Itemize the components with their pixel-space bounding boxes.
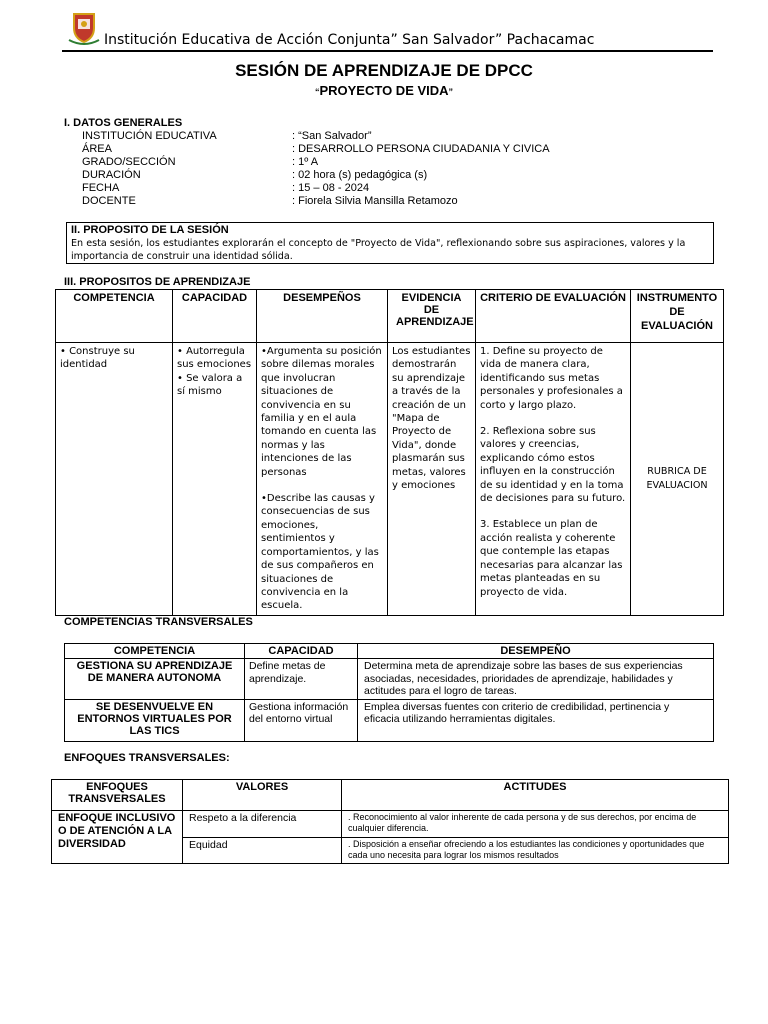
dg-label: ÁREA [82,143,112,155]
col-header: ENFOQUES TRANSVERSALES [52,780,183,811]
criterio-item: 3. Establece un plan de acción realista y coherente que contemple las etapas necesarias para alcanzar las metas planteadas en su proyecto de vida. [480,519,623,598]
col-header: CAPACIDAD [245,644,358,659]
proposito-text: En esta sesión, los estudiantes explorarán el concepto de "Proyecto de Vida", reflexionando sobre sus aspiraciones, valores y la importancia de construir una identidad sólida. [71,238,686,262]
valor-cell: Equidad [183,838,342,864]
competencias-transversales-heading: COMPETENCIAS TRANSVERSALES [64,616,253,628]
col-header: VALORES [183,780,342,811]
col-header: CAPACIDAD [173,290,257,343]
capacidad-cell: Gestiona información del entorno virtual [245,699,358,741]
dg-value: : 15 – 08 - 2024 [292,182,370,194]
dg-value: : 02 hora (s) pedagógica (s) [292,169,428,181]
dg-value: : “San Salvador” [292,130,372,142]
capacidad-item: • Autorregula sus emociones [177,346,252,371]
proposito-box [66,222,714,264]
col-header: ACTITUDES [342,780,729,811]
enfoques-heading: ENFOQUES TRANSVERSALES: [64,752,230,764]
desempeno-item: •Describe las causas y consecuencias de sus emociones, sentimientos y comportamientos, y las de sus compañeros en situaciones de convivencia en la escuela. [261,493,379,612]
valor-cell: Respeto a la diferencia [183,811,342,838]
competencia-cell: SE DESENVUELVE EN ENTORNOS VIRTUALES POR LAS TICS [65,699,245,741]
desempeno-cell: Determina meta de aprendizaje sobre las bases de sus experiencias asociadas, necesidades, prioridades de aprendizaje, habilidades y actitudes para el logro de tareas. [358,659,714,700]
competencia-cell: • Construye su identidad [56,343,173,616]
institution-header: Institución Educativa de Acción Conjunta” San Salvador” Pachacamac [104,32,595,48]
capacidad-cell [173,343,257,616]
competencias-transversales-table [64,643,714,742]
dg-value: : Fiorela Silvia Mansilla Retamozo [292,195,458,207]
actitud-cell: . Disposición a enseñar ofreciendo a los estudiantes las condiciones y oportunidades que cada uno necesita para lograr los mismos resultados [342,838,729,864]
dg-label: FECHA [82,182,120,194]
actitud-cell: . Reconocimiento al valor inherente de cada persona y de sus derechos, por encima de cualquier diferencia. [342,811,729,838]
datos-generales-heading: I. DATOS GENERALES [64,117,183,129]
school-logo [66,10,102,46]
dg-label: DURACIÓN [82,169,141,181]
col-header: COMPETENCIA [65,644,245,659]
col-header: CRITERIO DE EVALUACIÓN [476,290,631,343]
session-title: SESIÓN DE APRENDIZAJE DE DPCC [235,61,533,80]
desempeno-item: •Argumenta su posición sobre dilemas morales que involucran situaciones de convivencia en su familia y en el aula tomando en cuenta las normas y las intenciones de las personas [261,346,382,478]
propositos-table [55,289,724,616]
capacidad-item: • Se valora a sí mismo [177,372,243,398]
proposito-heading: II. PROPOSITO DE LA SESIÓN [71,224,229,236]
criterios-cell [476,343,631,616]
header-divider [62,50,713,52]
session-subtitle: “PROYECTO DE VIDA” [314,83,454,98]
criterio-item: 2. Reflexiona sobre sus valores y creencias, explicando cómo estos influyen en la construcción de su identidad y en la toma de decisiones para su futuro. [480,426,626,505]
col-header: DESEMPEÑO [358,644,714,659]
dg-label: GRADO/SECCIÓN [82,156,176,168]
dg-value: : DESARROLLO PERSONA CIUDADANIA Y CIVICA [292,143,550,155]
col-header: INSTRUMENTO DE EVALUACIÓN [631,290,724,343]
instrumento-cell: RUBRICA DE EVALUACION [631,343,724,616]
capacidad-cell: Define metas de aprendizaje. [245,659,358,700]
enfoques-table [51,779,729,864]
competencia-cell: GESTIONA SU APRENDIZAJE DE MANERA AUTONOMA [65,659,245,700]
enfoque-cell: ENFOQUE INCLUSIVO O DE ATENCIÓN A LA DIVERSIDAD [52,811,183,864]
dg-label: DOCENTE [82,195,136,207]
dg-label: INSTITUCIÓN EDUCATIVA [82,130,217,142]
criterio-item: 1. Define su proyecto de vida de manera clara, identificando sus metas personales y profesionales a corto y largo plazo. [480,346,623,411]
col-header: COMPETENCIA [56,290,173,343]
evidencia-cell: Los estudiantes demostrarán su aprendizaje a través de la creación de un "Mapa de Proyecto de Vida", donde plasmarán sus metas, valores y emociones [388,343,476,616]
col-header: EVIDENCIA DE APRENDIZAJE [388,290,476,343]
desempenos-cell [257,343,388,616]
dg-value: : 1º A [292,156,319,168]
desempeno-cell: Emplea diversas fuentes con criterio de credibilidad, pertinencia y eficacia utilizando herramientas digitales. [358,699,714,741]
col-header: DESEMPEÑOS [257,290,388,343]
propositos-heading: III. PROPOSITOS DE APRENDIZAJE [64,276,251,288]
